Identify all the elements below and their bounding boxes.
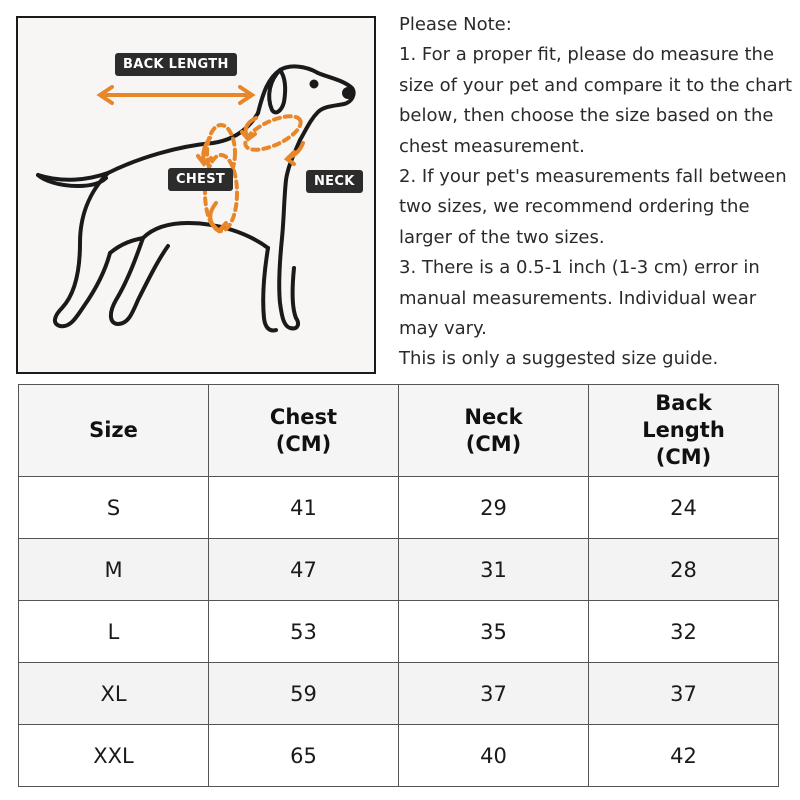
size-chart-table bbox=[18, 384, 779, 787]
cell-size: M bbox=[19, 539, 209, 601]
dog-measurement-diagram bbox=[16, 16, 376, 374]
cell-back-length: 28 bbox=[589, 539, 779, 601]
cell-size: L bbox=[19, 601, 209, 663]
header-size bbox=[19, 385, 209, 477]
header-back-length-unit: (CM) bbox=[655, 445, 712, 469]
cell-size: XXL bbox=[19, 725, 209, 787]
table-row bbox=[19, 725, 779, 787]
table-header-row bbox=[19, 385, 779, 477]
note-item: 2. If your pet's measurements fall between two sizes, we recommend ordering the larger of the two sizes. bbox=[399, 166, 787, 248]
cell-neck: 40 bbox=[399, 725, 589, 787]
notes-footer: This is only a suggested size guide. bbox=[399, 348, 719, 370]
header-neck-unit: (CM) bbox=[465, 431, 522, 456]
note-item: 1. For a proper fit, please do measure the size of your pet and compare it to the chart below, then choose the size based on the chest measurement. bbox=[399, 44, 793, 157]
header-back-length bbox=[589, 385, 779, 477]
table-row bbox=[19, 477, 779, 539]
cell-neck: 29 bbox=[399, 477, 589, 539]
header-neck bbox=[399, 385, 589, 477]
cell-chest: 65 bbox=[209, 725, 399, 787]
header-neck-text: Neck bbox=[464, 404, 523, 429]
table-row bbox=[19, 601, 779, 663]
cell-chest: 53 bbox=[209, 601, 399, 663]
cell-back-length: 32 bbox=[589, 601, 779, 663]
cell-neck: 35 bbox=[399, 601, 589, 663]
cell-back-length: 24 bbox=[589, 477, 779, 539]
header-chest-text: Chest bbox=[269, 404, 338, 429]
cell-chest: 47 bbox=[209, 539, 399, 601]
header-size-text: Size bbox=[89, 418, 138, 442]
cell-size: S bbox=[19, 477, 209, 539]
cell-back-length: 37 bbox=[589, 663, 779, 725]
cell-neck: 31 bbox=[399, 539, 589, 601]
table-row bbox=[19, 663, 779, 725]
header-chest bbox=[209, 385, 399, 477]
size-notes bbox=[399, 10, 794, 375]
cell-size: XL bbox=[19, 663, 209, 725]
notes-heading: Please Note: bbox=[399, 14, 512, 35]
neck-label: NECK bbox=[306, 170, 363, 193]
cell-chest: 41 bbox=[209, 477, 399, 539]
back-length-label: BACK LENGTH bbox=[115, 53, 237, 76]
chest-label: CHEST bbox=[168, 168, 233, 191]
header-chest-unit: (CM) bbox=[275, 431, 332, 456]
cell-neck: 37 bbox=[399, 663, 589, 725]
header-back-text: Back bbox=[655, 391, 712, 415]
cell-back-length: 42 bbox=[589, 725, 779, 787]
header-length-text: Length bbox=[642, 418, 725, 442]
cell-chest: 59 bbox=[209, 663, 399, 725]
note-item: 3. There is a 0.5-1 inch (1-3 cm) error in manual measurements. Individual wear may vary. bbox=[399, 257, 760, 340]
table-row bbox=[19, 539, 779, 601]
